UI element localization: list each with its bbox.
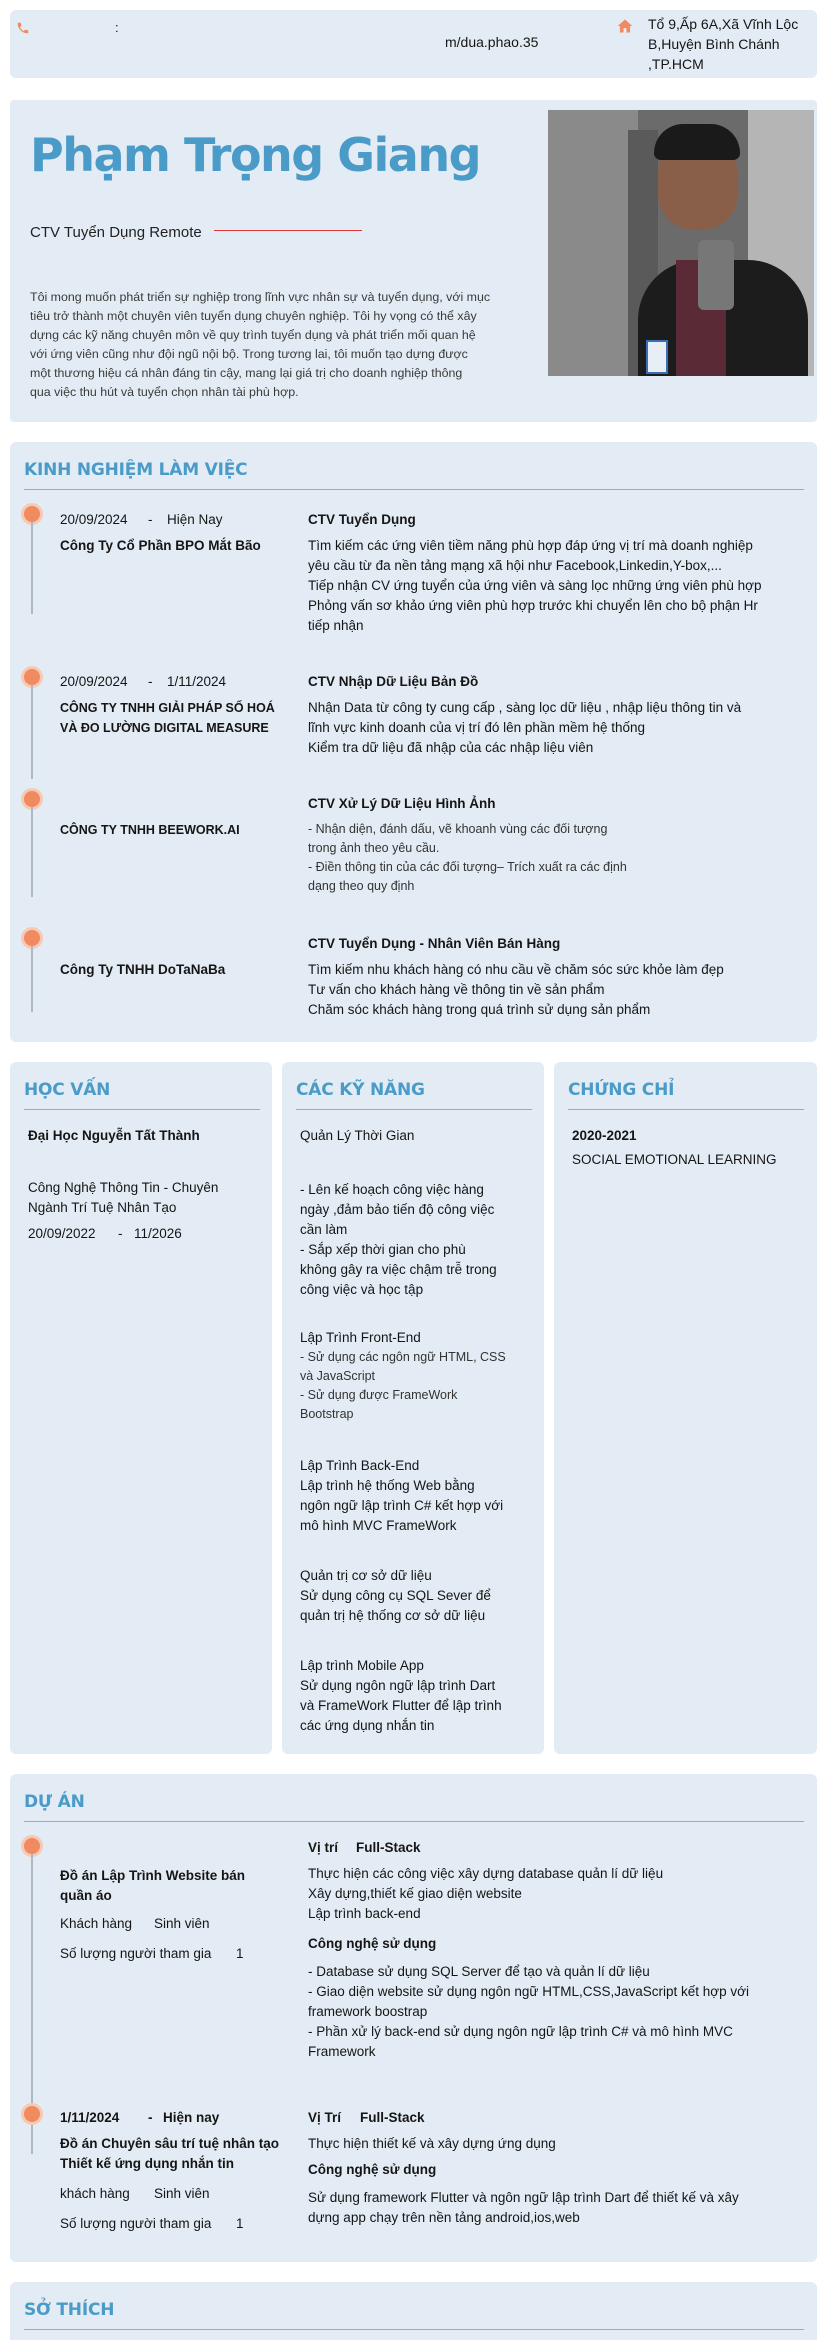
timeline-dot [24,791,40,807]
education-start: 20/09/2022 [28,1226,96,1241]
project-tech-label: Công nghệ sử dụng [308,2162,437,2177]
exp-company: Công Ty Cổ Phần BPO Mắt Bão [60,538,261,553]
project-tech: - Database sử dụng SQL Server để tạo và quản lí dữ liệu - Giao diện website sử dụng ngôn ngữ HTML,CSS,JavaScript kết hợp với framework boostrap - Phần xử lý back-end sử dụng ngôn ngữ lập trình C# và mô hình MVC Framework [308,1964,749,2059]
project-work: Thực hiện thiết kế và xây dựng ứng dụng [308,2136,556,2151]
project-date: 1/11/2024 [60,2110,120,2125]
exp-description: Tìm kiếm các ứng viên tiềm năng phù hợp đáp ứng vị trí mà doanh nghiệp yêu cầu từ đa nền tảng mạng xã hội như Facebook,Linkedin,Y-box,... Tiếp nhận CV ứng tuyển của ứng viên và sàng lọc những ứng viên phù hợp Phỏng vấn sơ khảo ứng viên phù hợp trước khi chuyển lên cho bộ phận Hr tiếp nhận [308,538,762,633]
project-work: Thực hiện các công việc xây dựng database quản lí dữ liệu Xây dựng,thiết kế giao diện website Lập trình back-end [308,1866,664,1921]
timeline-line [31,522,33,614]
address-text: Tổ 9,Ấp 6A,Xã Vĩnh Lộc B,Huyện Bình Chánh ,TP.HCM [648,16,799,72]
timeline-line [31,685,33,779]
skill-name: Lập Trình Front-End [300,1330,421,1345]
exp-date-separator: - [148,512,153,527]
project-position-label: Vị Trí [308,2110,342,2125]
certificates-rule [568,1109,804,1110]
certificates-title: CHỨNG CHỈ [568,1080,675,1100]
project-tech-label: Công nghệ sử dụng [308,1936,437,1951]
skill-description: - Sử dụng các ngôn ngữ HTML, CSS và JavaScript - Sử dụng được FrameWork Bootstrap [300,1350,506,1421]
project-name: Đồ án Lập Trình Website bán quần áo [60,1868,246,1903]
education-panel [10,1062,272,1754]
email-text[interactable]: m/dua.phao.35 [445,34,539,50]
profile-summary: Tôi mong muốn phát triển sự nghiệp trong lĩnh vực nhân sự và tuyển dụng, với mục tiêu trở thành một chuyên viên tuyển dụng chuyên nghiệp. Tôi hy vọng có thể xây dựng các kỹ năng chuyên môn về quy trình tuyển dụng và phát triển mối quan hệ với ứng viên cũng như đội ngũ nội bộ. Trong tương lai, tôi muốn tạo dựng được một thương hiệu cá nhân đáng tin cậy, mang lại giá trị cho doanh nghiệp thông qua việc thu hút và tuyển chọn nhân tài phù hợp. [30,290,491,399]
project-client-label: Khách hàng [60,1916,133,1931]
profile-photo [548,110,814,376]
exp-date-separator: - [148,674,153,689]
project-members: 1 [236,2216,244,2231]
profile-job-title: CTV Tuyển Dụng Remote [30,224,202,241]
project-position: Full-Stack [360,2110,425,2125]
certificates-panel [554,1062,817,1754]
project-client: Sinh viên [154,2186,210,2201]
education-school: Đại Học Nguyễn Tất Thành [28,1128,200,1143]
education-major: Công Nghệ Thông Tin - Chuyên Ngành Trí Tuệ Nhân Tạo [28,1180,219,1215]
timeline-dot [24,930,40,946]
exp-end-date: 1/11/2024 [167,674,227,689]
project-status: Hiện nay [163,2110,220,2125]
exp-description: Nhận Data từ công ty cung cấp , sàng lọc dữ liệu , nhập liệu thông tin và lĩnh vực kinh doanh của vị trí đó lên phần mềm hệ thống Kiểm tra dữ liệu đã nhập của các nhập liệu viên [308,700,742,755]
education-rule [24,1109,260,1110]
projects-panel [10,1774,817,2262]
exp-role: CTV Tuyển Dụng - Nhân Viên Bán Hàng [308,936,561,951]
education-title: HỌC VẤN [24,1080,111,1100]
hobbies-title: SỞ THÍCH [24,2300,115,2320]
project-members-label: Số lượng người tham gia [60,2216,212,2231]
timeline-dot [24,2106,40,2122]
exp-role: CTV Nhập Dữ Liệu Bản Đồ [308,674,479,689]
project-tech: Sử dụng framework Flutter và ngôn ngữ lập trình Dart để thiết kế và xây dựng app chạy trên nền tảng android,ios,web [308,2190,739,2225]
skill-name: Lập Trình Back-End [300,1458,420,1473]
exp-description: Tìm kiếm nhu khách hàng có nhu cầu về chăm sóc sức khỏe làm đẹp Tư vấn cho khách hàng về thông tin về sản phẩm Chăm sóc khách hàng trong quá trình sử dụng sản phẩm [308,962,724,1017]
hobbies-panel [10,2282,817,2340]
phone-icon [16,21,30,35]
title-underline [214,230,362,231]
experience-rule [24,489,804,490]
certificate-name: SOCIAL EMOTIONAL LEARNING [572,1152,777,1167]
experience-panel [10,442,817,1042]
skill-description: Lập trình hệ thống Web bằng ngôn ngữ lập trình C# kết hợp với mô hình MVC FrameWork [300,1478,504,1533]
skills-title: CÁC KỸ NĂNG [296,1080,425,1100]
project-members: 1 [236,1946,244,1961]
timeline-dot [24,506,40,522]
skill-description: Sử dụng ngôn ngữ lập trình Dart và FrameWork Flutter để lập trình các ứng dụng nhắn tin [300,1678,502,1733]
exp-company: Công Ty TNHH DoTaNaBa [60,962,226,977]
exp-start-date: 20/09/2024 [60,674,128,689]
projects-title: DỰ ÁN [24,1792,85,1812]
exp-company: CÔNG TY TNHH GIẢI PHÁP SỐ HOÁ VÀ ĐO LƯỜNG DIGITAL MEASURE [60,701,275,735]
projects-rule [24,1821,804,1822]
exp-end-date: Hiện Nay [167,512,223,527]
timeline-dot [24,669,40,685]
profile-panel [10,100,817,422]
education-end: 11/2026 [134,1226,182,1241]
skill-name: Quản trị cơ sở dữ liệu [300,1568,432,1583]
profile-name: Phạm Trọng Giang [30,128,480,182]
project-client: Sinh viên [154,1916,210,1931]
exp-role: CTV Xử Lý Dữ Liệu Hình Ảnh [308,796,496,811]
exp-description: - Nhận diện, đánh dấu, vẽ khoanh vùng các đối tượng trong ảnh theo yêu cầu. - Điền thông tin của các đối tượng– Trích xuất ra các định dạng theo quy định [308,822,627,893]
skill-description: Sử dụng công cụ SQL Sever để quản trị hệ thống cơ sở dữ liệu [300,1588,491,1623]
skills-rule [296,1109,532,1110]
contact-bar [10,10,817,78]
certificate-year: 2020-2021 [572,1128,637,1143]
timeline-line [31,807,33,897]
phone-text: : [115,20,119,35]
project-members-label: Số lượng người tham gia [60,1946,212,1961]
education-separator: - [118,1226,123,1241]
skill-name: Lập trình Mobile App [300,1658,424,1673]
timeline-line [31,946,33,1012]
project-client-label: khách hàng [60,2186,130,2201]
project-position: Full-Stack [356,1840,421,1855]
home-icon [616,18,634,34]
exp-company: CÔNG TY TNHH BEEWORK.AI [60,823,240,837]
timeline-dot [24,1838,40,1854]
skill-description: - Lên kế hoạch công việc hàng ngày ,đảm bảo tiến độ công việc cần làm - Sắp xếp thời gian cho phù không gây ra việc chậm trễ trong công việc và học tập [300,1182,497,1297]
exp-start-date: 20/09/2024 [60,512,128,527]
experience-title: KINH NGHIỆM LÀM VIỆC [24,460,248,480]
skills-panel [282,1062,544,1754]
skill-name: Quản Lý Thời Gian [300,1128,415,1143]
project-name: Đồ án Chuyên sâu trí tuệ nhân tạo Thiết kế ứng dụng nhắn tin [60,2136,280,2171]
project-date-separator: - [148,2110,153,2125]
project-position-label: Vị trí [308,1840,339,1855]
exp-role: CTV Tuyển Dụng [308,512,416,527]
hobbies-rule [24,2329,804,2330]
